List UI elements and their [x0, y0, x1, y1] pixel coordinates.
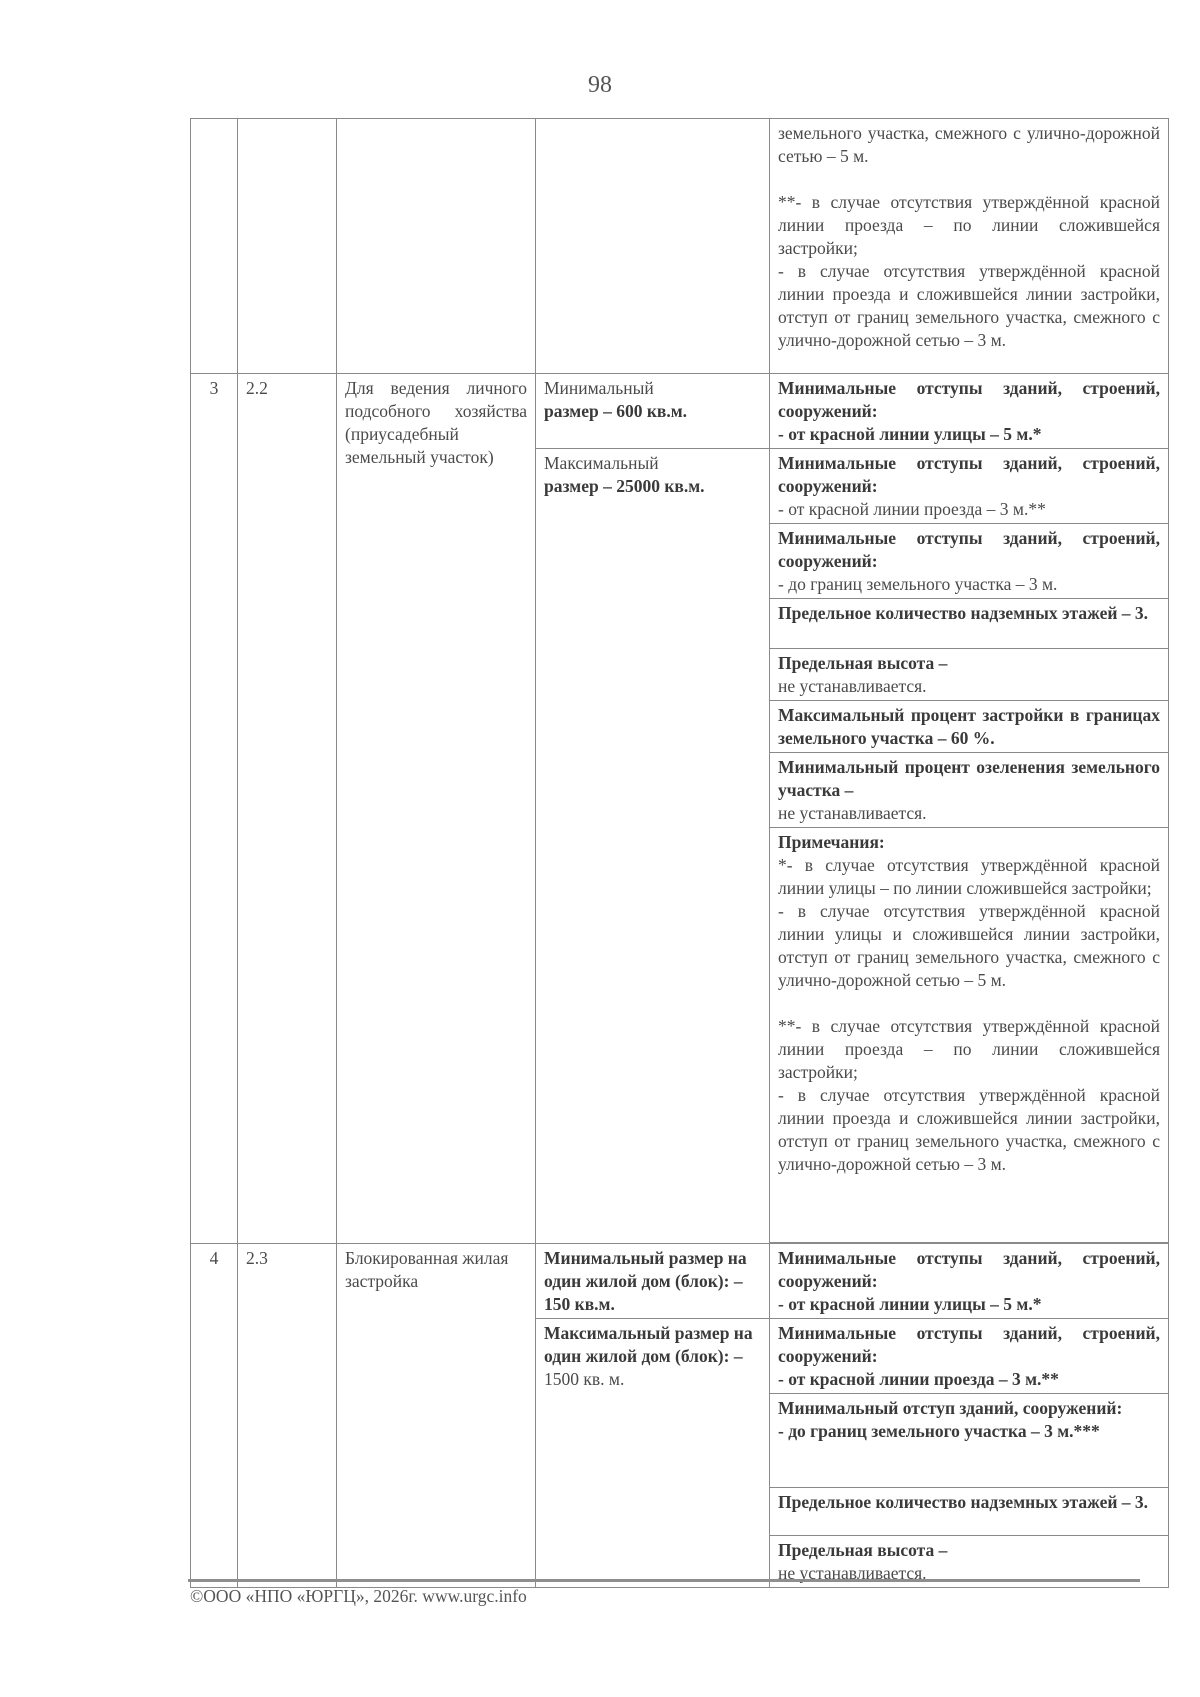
notes-text-4: - в случае отсутствия утверждённой красной линии проезда и сложившейся линии застройки, отступ от границ земельного участка, смежного с улично-дорожной сетью – 3 м. — [778, 1085, 1160, 1174]
notes-text-3: **- в случае отсутствия утверждённой красной линии проезда – по линии сложившейся застройки; — [778, 1016, 1160, 1082]
land-use-regulations-table — [190, 118, 1169, 1588]
table-row-continuation — [191, 119, 1169, 374]
cell-min-size — [536, 374, 770, 449]
parameter-value: не устанавливается. — [778, 803, 927, 823]
cell-max-size — [536, 449, 770, 1244]
cell-plot-size — [536, 119, 770, 374]
cell-number: 4 — [191, 1244, 238, 1588]
continuation-text-2: **- в случае отсутствия утверждённой красной линии проезда – по линии сложившейся застройки; — [778, 192, 1160, 258]
parameter-value: - от красной линии проезда – 3 м.** — [778, 1369, 1059, 1389]
cell-parameter — [770, 599, 1169, 649]
parameter-title: Предельная высота – — [778, 1540, 948, 1560]
max-size-title: Максимальный размер на один жилой дом (блок): – — [544, 1323, 753, 1366]
cell-parameter — [770, 701, 1169, 753]
max-size-value: 1500 кв. м. — [544, 1369, 625, 1389]
cell-name — [337, 119, 536, 374]
notes-text-1: *- в случае отсутствия утверждённой красной линии улицы – по линии сложившейся застройки; — [778, 855, 1160, 898]
cell-number — [191, 119, 238, 374]
parameter-value: - от красной линии проезда – 3 м.** — [778, 499, 1046, 519]
cell-max-size — [536, 1319, 770, 1588]
cell-parameter — [770, 1319, 1169, 1394]
table-row — [191, 1244, 1169, 1319]
parameter-title: Минимальные отступы зданий, строений, сооружений: — [778, 1323, 1160, 1366]
cell-code: 2.2 — [238, 374, 337, 1244]
min-size-title: Минимальный — [544, 378, 654, 398]
cell-parameter — [770, 753, 1169, 828]
continuation-text-3: - в случае отсутствия утверждённой красной линии проезда и сложившейся линии застройки, отступ от границ земельного участка, смежного с улично-дорожной сетью – 3 м. — [778, 261, 1160, 350]
min-size-value: размер – 600 кв.м. — [544, 401, 688, 421]
parameter-value: не устанавливается. — [778, 676, 927, 696]
cell-number: 3 — [191, 374, 238, 1244]
cell-parameter — [770, 1244, 1169, 1319]
parameter-title: Максимальный процент застройки в границах земельного участка – 60 %. — [778, 705, 1160, 748]
parameter-title: Предельная высота – — [778, 653, 948, 673]
parameter-value: не устанавливается. — [778, 1563, 927, 1583]
cell-code: 2.3 — [238, 1244, 337, 1588]
cell-parameter — [770, 374, 1169, 449]
max-size-title: Максимальный — [544, 453, 659, 473]
parameter-title: Минимальный отступ зданий, сооружений: — [778, 1398, 1123, 1418]
page-number: 98 — [588, 72, 612, 98]
parameter-title: Минимальные отступы зданий, строений, сооружений: — [778, 378, 1160, 421]
parameter-value: - от красной линии улицы – 5 м.* — [778, 1294, 1042, 1314]
cell-parameter — [770, 1488, 1169, 1536]
cell-parameter — [770, 449, 1169, 524]
parameter-title: Минимальные отступы зданий, строений, сооружений: — [778, 1248, 1160, 1291]
cell-parameter-continuation — [770, 119, 1169, 374]
parameter-value: - от красной линии улицы – 5 м.* — [778, 424, 1042, 444]
footer-divider — [188, 1579, 1140, 1582]
parameter-title: Минимальный процент озеленения земельного участка – — [778, 757, 1160, 800]
cell-parameter — [770, 649, 1169, 701]
parameter-title: Минимальные отступы зданий, строений, сооружений: — [778, 453, 1160, 496]
parameter-title: Минимальные отступы зданий, строений, сооружений: — [778, 528, 1160, 571]
cell-name: Для ведения личного подсобного хозяйства (приусадебный земельный участок) — [337, 374, 536, 1244]
cell-name: Блокированная жилая застройка — [337, 1244, 536, 1588]
footer-copyright: ©ООО «НПО «ЮРГЦ», 2026г. www.urgc.info — [190, 1586, 527, 1606]
max-size-value: размер – 25000 кв.м. — [544, 476, 705, 496]
notes-title: Примечания: — [778, 832, 885, 852]
cell-parameter — [770, 524, 1169, 599]
parameter-title: Предельное количество надземных этажей – 3. — [778, 1492, 1149, 1512]
cell-min-size: Минимальный размер на один жилой дом (блок): –150 кв.м. — [536, 1244, 770, 1319]
continuation-text-1: земельного участка, смежного с улично-дорожной сетью – 5 м. — [778, 123, 1160, 166]
cell-parameter — [770, 1394, 1169, 1488]
parameter-title: Предельное количество надземных этажей – 3. — [778, 603, 1149, 623]
parameter-value: - до границ земельного участка – 3 м.*** — [778, 1421, 1100, 1441]
cell-notes — [770, 828, 1169, 1243]
cell-code — [238, 119, 337, 374]
notes-text-2: - в случае отсутствия утверждённой красной линии улицы и сложившейся линии застройки, отступ от границ земельного участка, смежного с улично-дорожной сетью – 5 м. — [778, 901, 1160, 990]
table-row — [191, 374, 1169, 449]
parameter-value: - до границ земельного участка – 3 м. — [778, 574, 1058, 594]
